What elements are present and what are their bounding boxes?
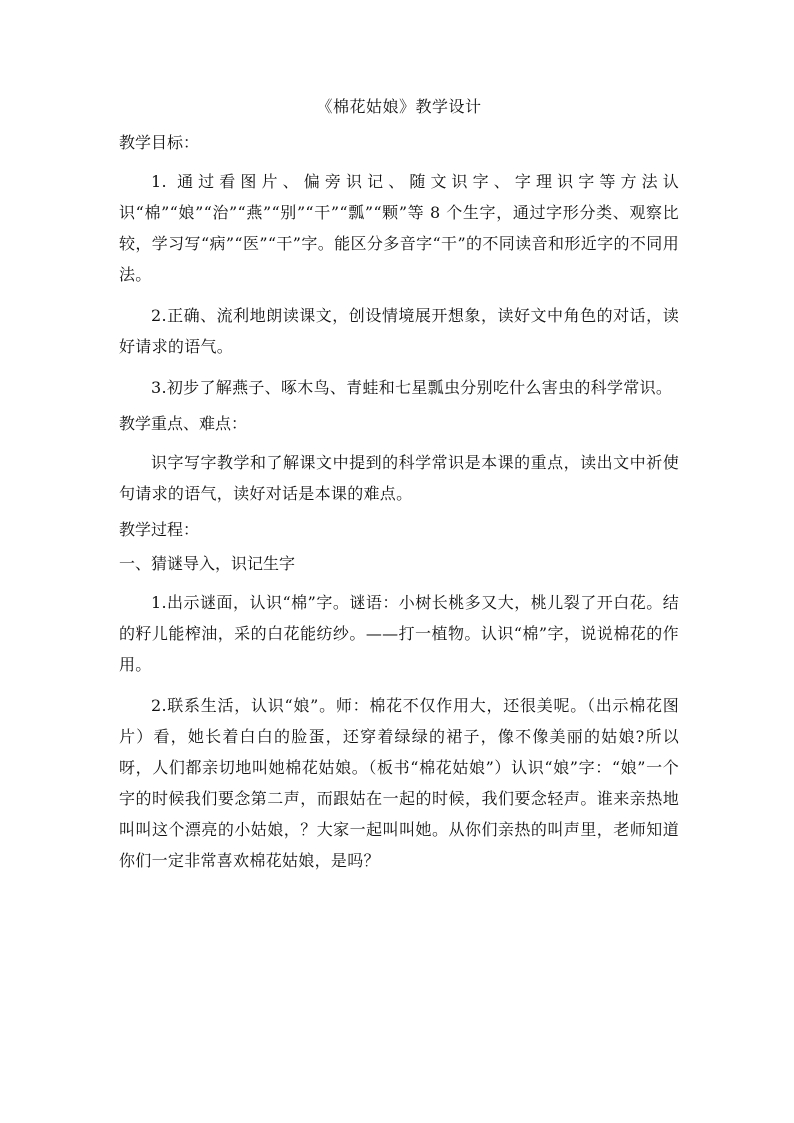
- document-title: 《棉花姑娘》教学设计: [316, 97, 482, 116]
- key-points-text: 识字写字教学和了解课文中提到的科学常识是本课的重点，读出文中祈使句请求的语气，读好对话是本课的难点。: [119, 453, 679, 503]
- process-heading: 教学过程：: [119, 520, 200, 539]
- process-subtitle: 一、猜谜导入，识记生字: [119, 554, 296, 573]
- key-points-heading: 教学重点、难点：: [119, 414, 248, 433]
- goals-heading: 教学目标：: [119, 133, 200, 152]
- process-step-1: 1.出示谜面，认识“棉”字。谜语：小树长桃多又大，桃儿裂了开白花。结的籽儿能榨油，采的白花能纺纱。——打一植物。认识“棉”字，说说棉花的作用。: [119, 593, 679, 674]
- goal-item-3: 3.初步了解燕子、啄木鸟、青蛙和七星瓢虫分别吃什么害虫的科学常识。: [151, 378, 673, 397]
- goal-item-2: 2.正确、流利地朗读课文，创设情境展开想象，读好文中角色的对话，读好请求的语气。: [119, 306, 679, 356]
- goal-item-1: 1. 通过看图片、偏旁识记、随文识字、字理识字等方法认识“棉”“娘”“治”“燕”“别”“干”“瓢”“颗”等 8 个生字，通过字形分类、观察比较，学习写“病”“医”“干”字。能区分多音字“干”的不同读音和形近字的不同用法。: [119, 172, 679, 284]
- document-content: [119, 96, 679, 886]
- process-step-2: 2.联系生活，认识“娘”。师：棉花不仅作用大，还很美呢。（出示棉花图片）看，她长着白白的脸蛋，还穿着绿绿的裙子，像不像美丽的姑娘?所以呀，人们都亲切地叫她棉花姑娘。（板书“棉花姑娘”）认识“娘”字：“娘”一个字的时候我们要念第二声，而跟姑在一起的时候，我们要念轻声。谁来亲热地叫叫这个漂亮的小姑娘，？大家一起叫叫她。从你们亲热的叫声里，老师知道你们一定非常喜欢棉花姑娘，是吗？: [119, 696, 679, 870]
